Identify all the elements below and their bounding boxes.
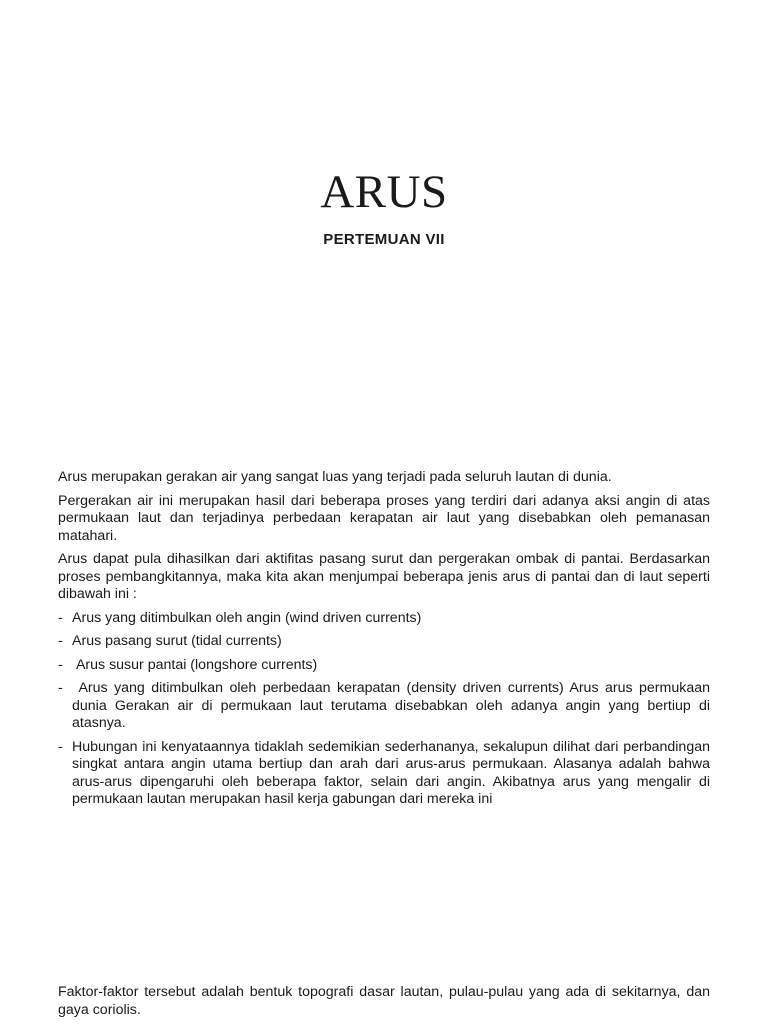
current-types-list [58, 609, 714, 809]
paragraph: Arus merupakan gerakan air yang sangat luas yang terjadi pada seluruh lautan di dunia. [58, 469, 612, 485]
list-item [58, 739, 710, 809]
list-item [58, 657, 710, 675]
paragraph: Pergerakan air ini merupakan hasil dari beberapa proses yang terdiri dari adanya aksi angin di atas permukaan laut dan terjadinya perbedaan kerapatan air laut yang disebabkan oleh pemanasan matahari. [58, 492, 710, 544]
list-marker: - [58, 738, 63, 755]
list-marker: - [58, 656, 63, 673]
list-item [58, 633, 710, 651]
page-title: ARUS [320, 166, 448, 218]
list-marker: - [58, 609, 63, 626]
list-item [58, 680, 714, 733]
list-item-text: Arus pasang surut (tidal currents) [72, 633, 282, 649]
body-text [58, 469, 714, 815]
page-subtitle: PERTEMUAN VII [323, 231, 445, 248]
footer-paragraph: Faktor-faktor tersebut adalah bentuk topografi dasar lautan, pulau-pulau yang ada di sekitarnya, dan gaya coriolis. [58, 984, 710, 1018]
list-item-text: Hubungan ini kenyataannya tidaklah sedemikian sederhananya, sekalupun dilihat dari perbandingan singkat antara angin utama bertiup dan arah dari arus-arus permukaan. Alasanya adalah bahwa arus-arus dipengaruhi oleh beberapa faktor, selain dari angin. Akibatnya arus yang mengalir di permukaan lautan merupakan hasil kerja gabungan dari mereka ini [72, 738, 710, 807]
list-item [58, 610, 710, 628]
list-marker: - [58, 633, 63, 649]
list-marker: - [58, 680, 63, 696]
list-item-text: Arus yang ditimbulkan oleh perbedaan kerapatan (density driven currents) Arus arus permukaan dunia Gerakan air di permukaan laut terutama disebabkan oleh adanya angin yang bertiup di atasnya. [72, 680, 714, 731]
list-item-text: Arus susur pantai (longshore currents) [72, 656, 318, 673]
paragraph: Arus dapat pula dihasilkan dari aktifitas pasang surut dan pergerakan ombak di pantai. Berdasarkan proses pembangkitannya, maka kita akan menjumpai beberapa jenis arus di pantai dan di laut seperti dibawah ini : [58, 551, 710, 602]
list-item-text: Arus yang ditimbulkan oleh angin (wind driven currents) [72, 609, 422, 626]
